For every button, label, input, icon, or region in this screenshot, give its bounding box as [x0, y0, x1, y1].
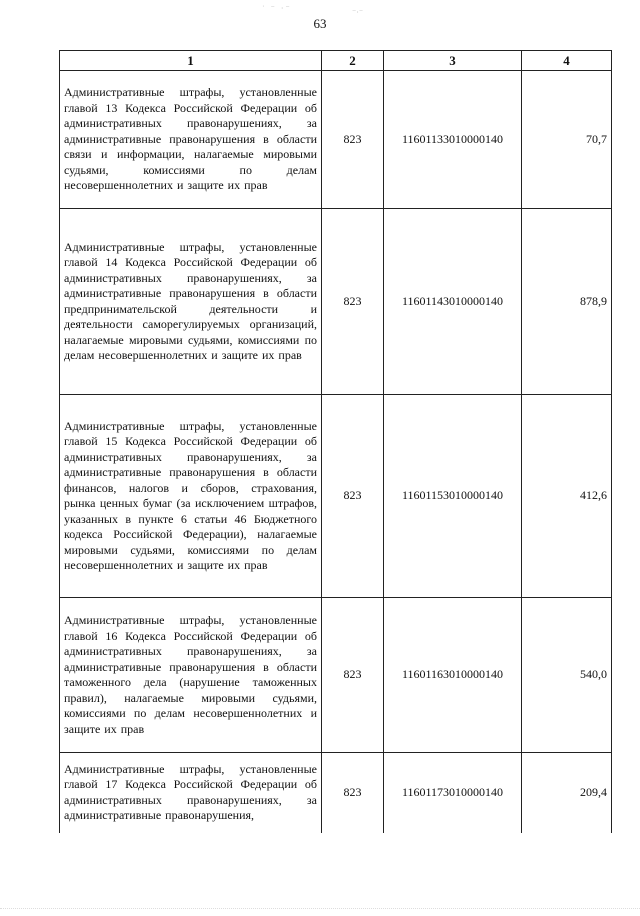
row-amount: 209,4: [522, 753, 612, 833]
row-admin-code: 823: [322, 395, 384, 598]
table-row: [60, 395, 612, 598]
row-description: Административные штрафы, установленные главой 13 Кодекса Российской Федерации об административных правонарушениях, за административные правонарушения в области связи и информации, налагаемые мировыми судьями, комиссиями по делам несовершеннолетних и защите их прав: [60, 71, 322, 209]
column-header: 3: [384, 51, 522, 71]
row-description: Административные штрафы, установленные главой 15 Кодекса Российской Федерации об административных правонарушениях, за административные правонарушения в области финансов, налогов и сборов, страхования, рынка ценных бумаг (за исключением штрафов, указанных в пункте 6 статьи 46 Бюджетного кодекса Российской Федерации), налагаемые мировыми судьями, комиссиями по делам несовершеннолетних и защите их прав: [60, 395, 322, 598]
row-budget-code: 11601143010000140: [384, 209, 522, 395]
row-admin-code: 823: [322, 753, 384, 833]
row-amount: 540,0: [522, 598, 612, 753]
row-amount: 412,6: [522, 395, 612, 598]
row-description: Административные штрафы, установленные главой 17 Кодекса Российской Федерации об административных правонарушениях, за административные правонарушения,: [60, 753, 322, 833]
scan-speck: ˙ ⁻ ·⁻: [262, 4, 292, 13]
row-admin-code: 823: [322, 209, 384, 395]
scan-edge: [0, 908, 640, 909]
table-row: [60, 71, 612, 209]
column-header: 1: [60, 51, 322, 71]
row-budget-code: 11601163010000140: [384, 598, 522, 753]
row-amount: 70,7: [522, 71, 612, 209]
row-budget-code: 11601133010000140: [384, 71, 522, 209]
row-description: Административные штрафы, установленные главой 14 Кодекса Российской Федерации об административных правонарушениях, за административные правонарушения в области предпринимательской деятельности и деятельности саморегулируемых организаций, налагаемые мировыми судьями, комиссиями по делам несовершеннолетних и защите их прав: [60, 209, 322, 395]
table-row: [60, 598, 612, 753]
row-admin-code: 823: [322, 598, 384, 753]
table-row: [60, 209, 612, 395]
row-admin-code: 823: [322, 71, 384, 209]
row-amount: 878,9: [522, 209, 612, 395]
table-header-row: [60, 51, 612, 71]
scan-speck: ⁻·⁻: [352, 8, 364, 17]
page-number: 63: [313, 16, 327, 31]
row-description: Административные штрафы, установленные главой 16 Кодекса Российской Федерации об административных правонарушениях, за административные правонарушения в области таможенного дела (нарушение таможенных правил), налагаемые мировыми судьями, комиссиями по делам несовершеннолетних и защите их прав: [60, 598, 322, 753]
row-budget-code: 11601153010000140: [384, 395, 522, 598]
table-row: [60, 753, 612, 833]
column-header: 2: [322, 51, 384, 71]
column-header: 4: [522, 51, 612, 71]
row-budget-code: 11601173010000140: [384, 753, 522, 833]
revenue-table: [59, 50, 612, 833]
